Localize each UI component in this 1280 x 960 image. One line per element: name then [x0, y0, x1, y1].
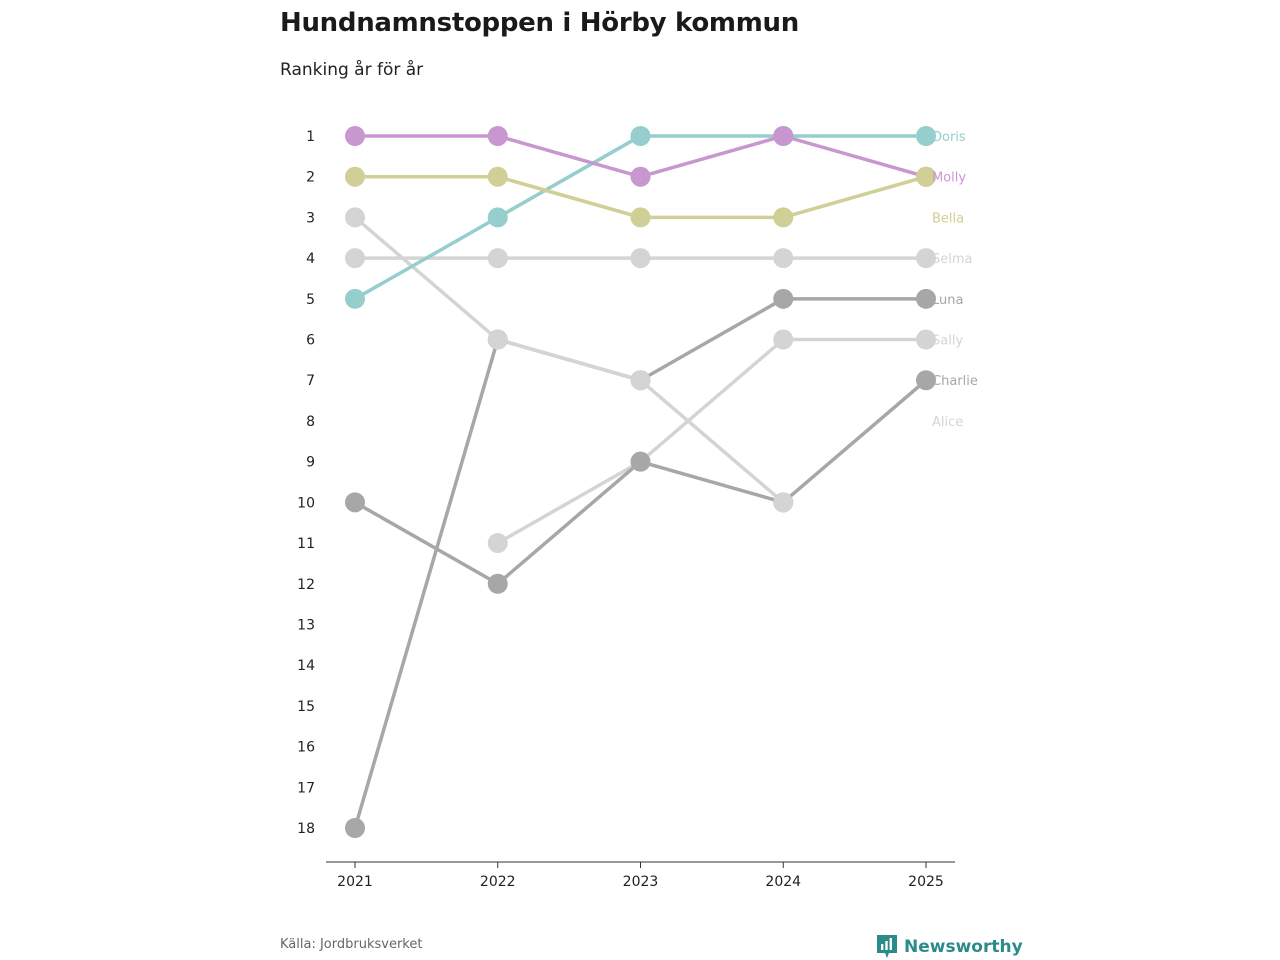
point-doris — [631, 126, 651, 146]
series-label-luna: Luna — [932, 292, 964, 308]
chart-title: Hundnamnstoppen i Hörby kommun — [280, 8, 799, 38]
series-label-molly: Molly — [932, 170, 967, 186]
point-sally — [488, 533, 508, 553]
newsworthy-logo-icon — [876, 934, 898, 960]
y-tick-label: 4 — [306, 251, 315, 268]
point-molly — [488, 126, 508, 146]
y-tick-label: 1 — [306, 129, 315, 145]
series-line-alice — [355, 217, 783, 502]
point-doris — [345, 289, 365, 309]
y-tick-label: 5 — [306, 291, 315, 308]
x-tick-label: 2023 — [622, 874, 659, 890]
point-selma — [345, 248, 365, 268]
point-bella — [345, 167, 365, 187]
series-label-selma: Selma — [932, 252, 973, 268]
chart-subtitle: Ranking år för år — [280, 60, 424, 80]
y-tick-label: 10 — [297, 495, 315, 512]
point-bella — [631, 207, 651, 227]
series-label-bella: Bella — [932, 211, 965, 227]
y-tick-label: 13 — [297, 617, 315, 634]
x-tick-label: 2024 — [765, 874, 802, 890]
y-tick-label: 11 — [297, 536, 315, 553]
series-labels — [932, 130, 978, 430]
y-tick-label: 16 — [297, 739, 315, 756]
point-charlie — [631, 452, 651, 472]
series-lines — [355, 136, 926, 828]
point-alice — [631, 370, 651, 390]
y-tick-label: 17 — [297, 780, 315, 797]
y-tick-label: 12 — [297, 576, 315, 593]
point-molly — [773, 126, 793, 146]
y-tick-label: 14 — [297, 658, 315, 675]
x-tick-label: 2021 — [337, 874, 373, 890]
source-note: Källa: Jordbruksverket — [280, 937, 423, 952]
point-luna — [345, 818, 365, 838]
point-charlie — [345, 492, 365, 512]
y-tick-label: 15 — [297, 698, 315, 715]
y-tick-label: 2 — [306, 169, 315, 186]
x-tick-label: 2025 — [908, 874, 944, 890]
y-tick-label: 7 — [306, 373, 315, 390]
point-selma — [488, 248, 508, 268]
y-tick-label: 8 — [306, 413, 315, 430]
x-tick-label: 2022 — [479, 874, 516, 890]
y-tick-label: 18 — [297, 821, 315, 837]
point-bella — [488, 167, 508, 187]
brand-name: Newsworthy — [904, 937, 1023, 957]
series-label-doris: Doris — [932, 130, 966, 145]
point-selma — [631, 248, 651, 268]
brand-logo — [876, 934, 1023, 960]
series-points — [345, 126, 936, 838]
point-charlie — [488, 574, 508, 594]
point-molly — [345, 126, 365, 146]
point-luna — [773, 289, 793, 309]
point-alice — [773, 492, 793, 512]
point-molly — [631, 167, 651, 187]
series-label-charlie: Charlie — [932, 374, 978, 390]
y-tick-label: 3 — [306, 210, 315, 227]
point-doris — [488, 207, 508, 227]
point-alice — [345, 207, 365, 227]
y-tick-label: 6 — [306, 332, 315, 349]
point-sally — [773, 330, 793, 350]
y-tick-label: 9 — [306, 454, 315, 471]
point-bella — [773, 207, 793, 227]
series-label-alice: Alice — [932, 414, 964, 430]
series-label-sally: Sally — [932, 333, 964, 349]
series-line-charlie — [355, 380, 926, 584]
point-selma — [773, 248, 793, 268]
point-alice — [488, 330, 508, 350]
